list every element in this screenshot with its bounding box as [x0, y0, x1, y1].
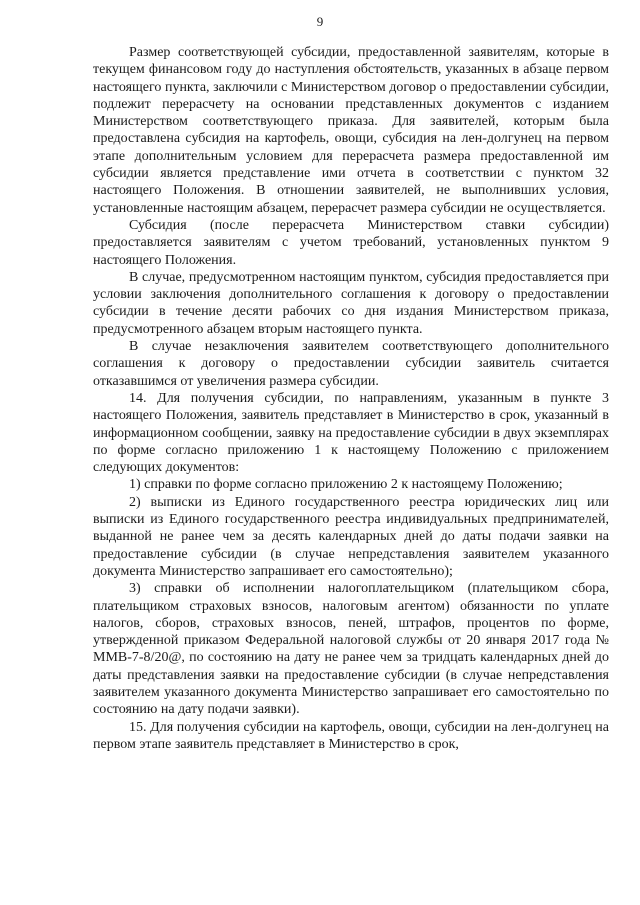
paragraph-non-conclusion: В случае незаключения заявителем соответствующего дополнительного соглашения к договору о предоставлении субсидии заявитель считается отказавшимся от увеличения размера субсидии.	[93, 339, 609, 389]
document-body	[93, 44, 609, 753]
list-item-1: 1) справки по форме согласно приложению 2 к настоящему Положению;	[129, 477, 563, 493]
paragraph-recalculation: Размер соответствующей субсидии, предоставленной заявителям, которые в текущем финансовом году до наступления обстоятельств, указанных в абзаце первом настоящего пункта, заключили с Министерством договор о предоставлении субсидии, подлежит перерасчету на основании представленных документов с изданием Министерством соответствующего приказа. Для заявителей, которым была предоставлена субсидия на картофель, овощи, субсидия на лен-долгунец на первом этапе дополнительным условием для перерасчета размера предоставленной им субсидии является представление ими отчета в соответствии с пунктом 32 настоящего Положения. В отношении заявителей, не выполнивших условия, установленные настоящим абзацем, перерасчет размера субсидии не осуществляется.	[93, 45, 609, 216]
paragraph-clause-14: 14. Для получения субсидии, по направлениям, указанным в пункте 3 настоящего Положения, заявитель представляет в Министерство в срок, указанный в информационном сообщении, заявку на предоставление субсидии в двух экземплярах по форме согласно приложению 1 к настоящему Положению с приложением следующих документов:	[93, 390, 609, 476]
paragraph-subsidy-after-recalculation: Субсидия (после перерасчета Министерством ставки субсидии) предоставляется заявителям с учетом требований, установленных пунктом 9 настоящего Положения.	[93, 217, 609, 268]
paragraph-additional-agreement: В случае, предусмотренном настоящим пунктом, субсидия предоставляется при условии заключения дополнительного соглашения к договору о предоставлении субсидии в течение десяти рабочих со дня издания Министерством приказа, предусмотренного абзацем вторым настоящего пункта.	[93, 269, 609, 337]
page-number: 9	[316, 14, 324, 29]
paragraph-clause-15: 15. Для получения субсидии на картофель, овощи, субсидии на лен-долгунец на первом этапе заявитель представляет в Министерство в срок,	[93, 719, 609, 752]
list-item-3: 3) справки об исполнении налогоплательщиком (плательщиком сбора, плательщиком страховых взносов, налоговым агентом) обязанности по уплате налогов, сборов, страховых взносов, пеней, штрафов, процентов по форме, утвержденной приказом Федеральной налоговой службы от 20 января 2017 года № ММВ-7-8/20@, по состоянию на дату не ранее чем за тридцать календарных дней до даты представления заявки на предоставление субсидии (в случае непредставления заявителем указанного документа Министерство запрашивает его самостоятельно по состоянию на дату подачи заявки).	[93, 581, 609, 718]
list-item-2: 2) выписки из Единого государственного реестра юридических лиц или выписки из Единого государственного реестра индивидуальных предпринимателей, выданной не ранее чем за десять календарных дней до даты подачи заявки на предоставление субсидии (в случае непредставления заявителем указанного документа Министерство запрашивает его самостоятельно);	[93, 494, 609, 579]
